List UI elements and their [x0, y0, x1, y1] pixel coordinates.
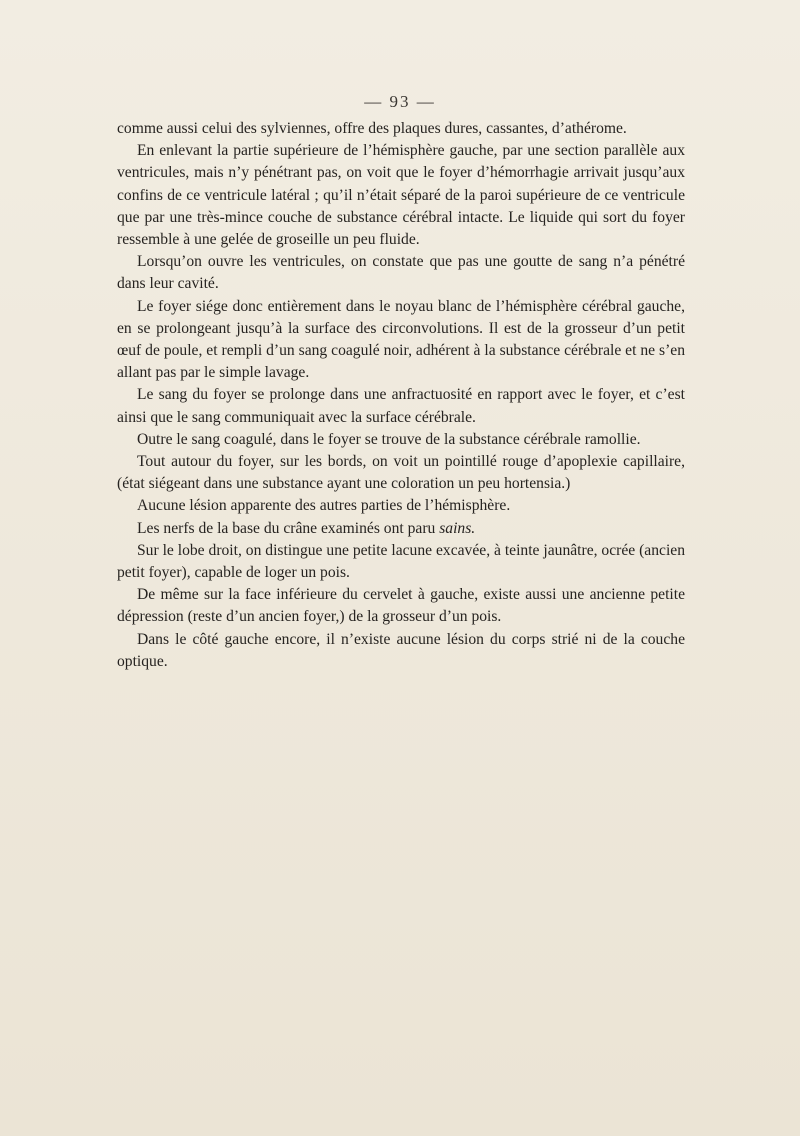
- paragraph-9: [117, 518, 685, 540]
- paragraph-5: Le sang du foyer se prolonge dans une anfractuosité en rapport avec le foyer, et c’est ainsi que le sang communiquait avec la surface cérébrale.: [117, 386, 685, 426]
- paragraph-9-italic: sains.: [439, 519, 476, 537]
- paragraph-1: comme aussi celui des sylviennes, offre des plaques dures, cassantes, d’athérome.: [117, 120, 627, 137]
- paragraph-3: Lorsqu’on ouvre les ventricules, on constate que pas une goutte de sang n’a pénétré dans leur cavité.: [117, 253, 685, 293]
- page-number: — 93 —: [364, 92, 436, 111]
- body-text: [117, 118, 685, 673]
- paragraph-9-text: Les nerfs de la base du crâne examinés ont paru: [137, 519, 436, 537]
- paragraph-10: Sur le lobe droit, on distingue une petite lacune excavée, à teinte jaunâtre, ocrée (ancien petit foyer), capable de loger un pois.: [117, 541, 685, 582]
- paragraph-11: De même sur la face inférieure du cervelet à gauche, existe aussi une ancienne petite dépression (reste d’un ancien foyer,) de la grosseur d’un pois.: [117, 586, 685, 626]
- paragraph-6: Outre le sang coagulé, dans le foyer se trouve de la substance cérébrale ramollie.: [137, 430, 641, 448]
- paragraph-4: Le foyer siége donc entièrement dans le noyau blanc de l’hémisphère cérébral gauche, en se prolongeant jusqu’à la surface des circonvolutions. Il est de la grosseur d’un petit œuf de poule, et rempli d’un sang coagulé noir, adhérent à la substance cérébrale et ne s’en allant pas par le simple lavage.: [117, 297, 685, 382]
- paragraph-12: Dans le côté gauche encore, il n’existe aucune lésion du corps strié ni de la couche optique.: [117, 630, 685, 670]
- paragraph-8: Aucune lésion apparente des autres parties de l’hémisphère.: [137, 497, 511, 515]
- paragraph-7: Tout autour du foyer, sur les bords, on voit un pointillé rouge d’apoplexie capillaire, (état siégeant dans une substance ayant une coloration un peu hortensia.): [117, 453, 685, 493]
- paragraph-2: En enlevant la partie supérieure de l’hémisphère gauche, par une section parallèle aux ventricules, mais n’y pénétrant pas, on voit que le foyer d’hémorrhagie arrivait jusqu’aux confins de ce ventricule latéral ; qu’il n’était séparé de la paroi supérieure de ce ventricule que par une très-mince couche de substance cérébral intacte. Le liquide qui sort du foyer ressemble à une gelée de groseille un peu fluide.: [117, 142, 685, 249]
